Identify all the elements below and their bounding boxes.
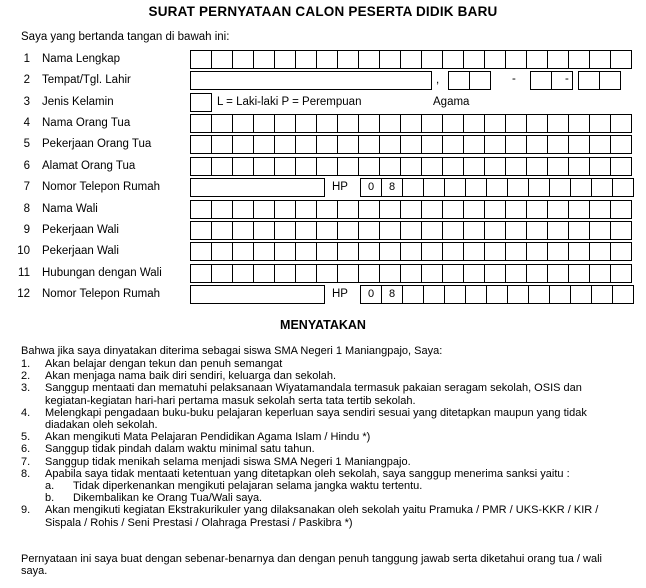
char-box[interactable] bbox=[316, 114, 338, 133]
row-number: 12 bbox=[17, 288, 30, 300]
char-box[interactable] bbox=[211, 221, 233, 240]
char-box[interactable] bbox=[421, 50, 443, 69]
char-box[interactable] bbox=[211, 242, 233, 261]
char-box[interactable] bbox=[465, 285, 487, 304]
char-box[interactable] bbox=[528, 285, 550, 304]
char-box[interactable] bbox=[610, 50, 632, 69]
char-box[interactable] bbox=[465, 178, 487, 197]
char-box[interactable] bbox=[274, 264, 296, 283]
char-box[interactable] bbox=[379, 221, 401, 240]
char-box[interactable] bbox=[551, 71, 573, 90]
char-box[interactable] bbox=[379, 242, 401, 261]
char-box[interactable] bbox=[337, 157, 359, 176]
char-box[interactable] bbox=[589, 114, 611, 133]
char-box[interactable] bbox=[547, 135, 569, 154]
char-box[interactable] bbox=[400, 114, 422, 133]
char-box[interactable] bbox=[295, 242, 317, 261]
char-box[interactable] bbox=[591, 285, 613, 304]
char-box[interactable] bbox=[421, 221, 443, 240]
char-box[interactable] bbox=[610, 157, 632, 176]
char-box[interactable] bbox=[211, 50, 233, 69]
char-box[interactable] bbox=[505, 221, 527, 240]
char-box[interactable] bbox=[274, 50, 296, 69]
char-box[interactable] bbox=[484, 50, 506, 69]
char-box[interactable]: 0 bbox=[360, 285, 382, 304]
char-boxes[interactable] bbox=[190, 264, 632, 283]
row-number: 11 bbox=[18, 267, 30, 279]
char-box[interactable] bbox=[190, 242, 212, 261]
char-box[interactable] bbox=[444, 285, 466, 304]
char-box[interactable] bbox=[295, 157, 317, 176]
char-boxes[interactable] bbox=[190, 200, 632, 219]
char-box[interactable] bbox=[316, 200, 338, 219]
row-number: 8 bbox=[23, 203, 30, 215]
date-separator: - bbox=[512, 73, 516, 85]
char-box[interactable] bbox=[423, 178, 445, 197]
char-box[interactable] bbox=[358, 135, 380, 154]
field-label: Tempat/Tgl. Lahir bbox=[42, 74, 131, 86]
char-box[interactable] bbox=[400, 135, 422, 154]
char-box[interactable] bbox=[442, 264, 464, 283]
char-box[interactable] bbox=[211, 135, 233, 154]
char-box[interactable]: 0 bbox=[360, 178, 382, 197]
char-box[interactable] bbox=[589, 264, 611, 283]
char-box[interactable] bbox=[295, 200, 317, 219]
char-box[interactable] bbox=[337, 200, 359, 219]
char-box[interactable] bbox=[211, 114, 233, 133]
char-box[interactable] bbox=[448, 71, 470, 90]
char-box[interactable] bbox=[316, 221, 338, 240]
row-number: 6 bbox=[23, 160, 30, 172]
char-box[interactable] bbox=[570, 285, 592, 304]
char-box[interactable] bbox=[274, 135, 296, 154]
char-box[interactable] bbox=[484, 157, 506, 176]
char-box[interactable] bbox=[337, 135, 359, 154]
char-box[interactable] bbox=[547, 242, 569, 261]
form-row bbox=[0, 135, 646, 155]
char-box[interactable] bbox=[421, 242, 443, 261]
char-box[interactable] bbox=[211, 264, 233, 283]
char-box[interactable] bbox=[400, 50, 422, 69]
field-label: Nama Orang Tua bbox=[42, 117, 131, 129]
char-box[interactable] bbox=[547, 50, 569, 69]
char-box[interactable] bbox=[274, 221, 296, 240]
statement-heading: MENYATAKAN bbox=[280, 318, 366, 332]
char-box[interactable] bbox=[253, 221, 275, 240]
char-box[interactable] bbox=[610, 200, 632, 219]
char-box[interactable] bbox=[274, 157, 296, 176]
char-box[interactable] bbox=[507, 178, 529, 197]
field-label: Nama Lengkap bbox=[42, 53, 120, 65]
char-box[interactable] bbox=[505, 50, 527, 69]
char-box[interactable] bbox=[316, 50, 338, 69]
list-item: 6. Sanggup tidak pindah dalam waktu minimal satu tahun. bbox=[21, 443, 315, 456]
row-number: 10 bbox=[17, 245, 30, 257]
char-box[interactable] bbox=[190, 264, 212, 283]
char-box[interactable] bbox=[612, 178, 634, 197]
char-box[interactable] bbox=[421, 200, 443, 219]
char-box[interactable] bbox=[484, 221, 506, 240]
char-box[interactable] bbox=[253, 157, 275, 176]
char-box[interactable] bbox=[505, 200, 527, 219]
char-box[interactable] bbox=[484, 135, 506, 154]
char-box[interactable] bbox=[253, 114, 275, 133]
char-box[interactable] bbox=[253, 264, 275, 283]
char-box[interactable] bbox=[295, 50, 317, 69]
list-item: 3. Sanggup mentaati dan mematuhi pelaksanaan Wiyatamandala termasuk pakaian seragam sekolah, OSIS dan kegiatan-kegiatan hari-hari pertama masuk sekolah serta tata tertib sekolah. bbox=[21, 382, 582, 407]
char-box[interactable] bbox=[591, 178, 613, 197]
closing-text: Pernyataan ini saya buat dengan sebenar-benarnya dan dengan penuh tanggung jawab serta diketahui orang tua / wali saya. bbox=[21, 553, 602, 578]
char-box[interactable] bbox=[568, 242, 590, 261]
char-box[interactable] bbox=[295, 135, 317, 154]
char-box[interactable] bbox=[211, 200, 233, 219]
char-box[interactable] bbox=[274, 200, 296, 219]
gender-box[interactable] bbox=[190, 93, 212, 112]
char-box[interactable] bbox=[400, 221, 422, 240]
char-box[interactable] bbox=[442, 200, 464, 219]
form-row bbox=[0, 264, 646, 284]
row-number: 3 bbox=[23, 96, 30, 108]
list-item: 7. Sanggup tidak menikah selama menjadi siswa SMA Negeri 1 Maniangpajo. bbox=[21, 455, 411, 468]
char-boxes[interactable] bbox=[190, 135, 632, 154]
char-box[interactable] bbox=[484, 242, 506, 261]
char-box[interactable] bbox=[295, 264, 317, 283]
char-boxes[interactable] bbox=[190, 242, 632, 261]
birth-day-boxes[interactable] bbox=[448, 71, 491, 90]
char-box[interactable] bbox=[610, 135, 632, 154]
char-box[interactable] bbox=[358, 50, 380, 69]
char-box[interactable] bbox=[526, 264, 548, 283]
char-box[interactable] bbox=[253, 135, 275, 154]
char-box[interactable] bbox=[442, 50, 464, 69]
char-box[interactable] bbox=[568, 264, 590, 283]
char-box[interactable] bbox=[358, 242, 380, 261]
field-label: Alamat Orang Tua bbox=[42, 160, 136, 172]
document-title: SURAT PERNYATAAN CALON PESERTA DIDIK BARU bbox=[148, 4, 498, 19]
char-box[interactable] bbox=[526, 114, 548, 133]
char-box[interactable] bbox=[526, 157, 548, 176]
row-number: 1 bbox=[23, 53, 30, 65]
list-item: 9. Akan mengikuti kegiatan Ekstrakurikuler yang dilaksanakan oleh sekolah yaitu Pramuka / PMR / UKS-KKR / KIR / Sispala / Rohis / Seni Prestasi / Olahraga Prestasi / Paskibra *) bbox=[21, 504, 599, 529]
char-box[interactable] bbox=[610, 242, 632, 261]
list-item: 1. Akan belajar dengan tekun dan penuh semangat bbox=[21, 358, 283, 370]
char-box[interactable] bbox=[526, 50, 548, 69]
char-box[interactable] bbox=[358, 114, 380, 133]
char-box[interactable] bbox=[232, 221, 254, 240]
field-label: Pekerjaan Wali bbox=[42, 245, 119, 257]
char-box[interactable] bbox=[337, 242, 359, 261]
char-box[interactable] bbox=[274, 114, 296, 133]
char-box[interactable] bbox=[316, 157, 338, 176]
form-row bbox=[0, 114, 646, 134]
char-box[interactable] bbox=[379, 200, 401, 219]
row-number: 9 bbox=[23, 224, 30, 236]
char-box[interactable] bbox=[190, 221, 212, 240]
char-box[interactable] bbox=[486, 178, 508, 197]
hp-label: HP bbox=[332, 181, 348, 193]
char-box[interactable] bbox=[232, 135, 254, 154]
char-box[interactable] bbox=[610, 114, 632, 133]
char-box[interactable] bbox=[589, 200, 611, 219]
char-box[interactable] bbox=[589, 157, 611, 176]
char-box[interactable] bbox=[444, 178, 466, 197]
char-box[interactable] bbox=[316, 242, 338, 261]
char-box[interactable] bbox=[190, 93, 212, 112]
field-label: Hubungan dengan Wali bbox=[42, 267, 162, 279]
char-box[interactable] bbox=[400, 200, 422, 219]
char-box[interactable] bbox=[484, 114, 506, 133]
char-box[interactable] bbox=[463, 200, 485, 219]
statement-intro: Bahwa jika saya dinyatakan diterima sebagai siswa SMA Negeri 1 Maniangpajo, Saya: bbox=[21, 345, 443, 357]
char-box[interactable] bbox=[253, 242, 275, 261]
char-box[interactable] bbox=[253, 50, 275, 69]
char-box[interactable] bbox=[337, 264, 359, 283]
char-box[interactable] bbox=[568, 135, 590, 154]
char-box[interactable] bbox=[505, 157, 527, 176]
char-box[interactable] bbox=[589, 242, 611, 261]
char-box[interactable] bbox=[589, 135, 611, 154]
char-box[interactable] bbox=[610, 221, 632, 240]
form-row bbox=[0, 50, 646, 70]
char-box[interactable] bbox=[400, 242, 422, 261]
char-box[interactable] bbox=[568, 114, 590, 133]
char-box[interactable] bbox=[190, 114, 212, 133]
char-box[interactable] bbox=[568, 221, 590, 240]
char-box[interactable] bbox=[528, 178, 550, 197]
char-boxes[interactable] bbox=[190, 157, 632, 176]
form-row bbox=[0, 93, 646, 113]
char-box[interactable] bbox=[421, 114, 443, 133]
statement-list bbox=[21, 358, 621, 529]
form-row bbox=[0, 178, 646, 198]
char-box[interactable] bbox=[505, 135, 527, 154]
char-box[interactable] bbox=[232, 200, 254, 219]
char-box[interactable] bbox=[232, 50, 254, 69]
char-box[interactable] bbox=[274, 242, 296, 261]
char-box[interactable] bbox=[463, 221, 485, 240]
char-box[interactable] bbox=[211, 157, 233, 176]
char-box[interactable] bbox=[526, 242, 548, 261]
list-item: 4. Melengkapi pengadaan buku-buku pelajaran keperluan saya sendiri sesuai yang ditetapkan maupun yang tidak diadakan oleh sekolah. bbox=[21, 406, 587, 432]
sub-list-item: b. Dikembalikan ke Orang Tua/Wali saya. bbox=[45, 492, 263, 505]
form-row bbox=[0, 285, 646, 305]
char-box[interactable] bbox=[526, 135, 548, 154]
char-box[interactable] bbox=[463, 264, 485, 283]
char-box[interactable] bbox=[442, 135, 464, 154]
char-box[interactable] bbox=[400, 264, 422, 283]
char-box[interactable] bbox=[358, 157, 380, 176]
char-box[interactable]: 8 bbox=[381, 285, 403, 304]
char-box[interactable] bbox=[316, 135, 338, 154]
hp-label: HP bbox=[332, 288, 348, 300]
intro-text: Saya yang bertanda tangan di bawah ini: bbox=[21, 31, 230, 43]
birthplace-field[interactable] bbox=[190, 71, 432, 90]
char-box[interactable] bbox=[442, 157, 464, 176]
field-label: Pekerjaan Orang Tua bbox=[42, 138, 152, 150]
char-box[interactable] bbox=[486, 285, 508, 304]
field-label: Nomor Telepon Rumah bbox=[42, 288, 161, 300]
char-box[interactable] bbox=[463, 135, 485, 154]
char-box[interactable] bbox=[232, 264, 254, 283]
char-box[interactable] bbox=[358, 200, 380, 219]
char-box[interactable] bbox=[400, 157, 422, 176]
char-box[interactable] bbox=[421, 157, 443, 176]
char-boxes[interactable] bbox=[190, 50, 632, 69]
char-box[interactable] bbox=[505, 114, 527, 133]
char-box[interactable] bbox=[442, 114, 464, 133]
date-separator: , bbox=[436, 74, 440, 86]
row-number: 4 bbox=[23, 117, 30, 129]
row-number: 5 bbox=[23, 138, 30, 150]
char-box[interactable] bbox=[190, 157, 212, 176]
char-box[interactable] bbox=[463, 242, 485, 261]
char-box[interactable] bbox=[568, 157, 590, 176]
char-box[interactable] bbox=[526, 221, 548, 240]
char-box[interactable] bbox=[232, 242, 254, 261]
char-box[interactable] bbox=[547, 221, 569, 240]
char-box[interactable] bbox=[316, 264, 338, 283]
char-box[interactable] bbox=[379, 264, 401, 283]
form-row bbox=[0, 242, 646, 262]
sub-list-item: a. Tidak diperkenankan mengikuti pelajaran selama jangka waktu tertentu. bbox=[45, 480, 423, 493]
char-box[interactable] bbox=[295, 221, 317, 240]
char-box[interactable] bbox=[421, 264, 443, 283]
birth-year-boxes[interactable] bbox=[578, 71, 621, 90]
char-box[interactable] bbox=[547, 157, 569, 176]
char-box[interactable] bbox=[337, 114, 359, 133]
home-phone-field[interactable] bbox=[190, 285, 325, 304]
char-box[interactable] bbox=[190, 200, 212, 219]
char-box[interactable] bbox=[253, 200, 275, 219]
char-box[interactable] bbox=[549, 285, 571, 304]
char-box[interactable] bbox=[295, 114, 317, 133]
char-box[interactable] bbox=[469, 71, 491, 90]
char-box[interactable] bbox=[463, 157, 485, 176]
char-box[interactable] bbox=[421, 135, 443, 154]
char-box[interactable] bbox=[379, 114, 401, 133]
char-box[interactable] bbox=[463, 50, 485, 69]
form-row bbox=[0, 157, 646, 177]
list-item: 2. Akan menjaga nama baik diri sendiri, keluarga dan sekolah. bbox=[21, 370, 337, 383]
char-box[interactable] bbox=[232, 157, 254, 176]
mobile-number-boxes[interactable] bbox=[360, 285, 634, 304]
char-box[interactable] bbox=[379, 135, 401, 154]
mobile-number-boxes[interactable] bbox=[360, 178, 634, 197]
char-box[interactable] bbox=[484, 264, 506, 283]
row-number: 2 bbox=[23, 74, 30, 86]
char-box[interactable] bbox=[484, 200, 506, 219]
char-box[interactable] bbox=[423, 285, 445, 304]
char-box[interactable] bbox=[379, 50, 401, 69]
char-box[interactable] bbox=[337, 221, 359, 240]
char-box[interactable] bbox=[507, 285, 529, 304]
char-box[interactable] bbox=[599, 71, 621, 90]
char-boxes[interactable] bbox=[190, 221, 632, 240]
char-box[interactable] bbox=[589, 50, 611, 69]
char-box[interactable] bbox=[530, 71, 552, 90]
field-label: Nomor Telepon Rumah bbox=[42, 181, 161, 193]
char-box[interactable] bbox=[549, 178, 571, 197]
char-box[interactable] bbox=[402, 178, 424, 197]
gender-legend: L = Laki-laki P = Perempuan bbox=[217, 96, 362, 108]
char-boxes[interactable] bbox=[190, 114, 632, 133]
char-box[interactable] bbox=[337, 50, 359, 69]
char-box[interactable] bbox=[442, 221, 464, 240]
char-box[interactable] bbox=[547, 114, 569, 133]
char-box[interactable] bbox=[505, 242, 527, 261]
form-row bbox=[0, 221, 646, 241]
religion-label: Agama bbox=[433, 96, 470, 108]
char-box[interactable] bbox=[358, 221, 380, 240]
char-box[interactable] bbox=[379, 157, 401, 176]
char-box[interactable] bbox=[570, 178, 592, 197]
date-separator: - bbox=[565, 73, 569, 85]
char-box[interactable] bbox=[568, 50, 590, 69]
char-box[interactable] bbox=[505, 264, 527, 283]
form-row bbox=[0, 71, 646, 91]
row-number: 7 bbox=[23, 181, 30, 193]
char-box[interactable] bbox=[547, 264, 569, 283]
list-item: 8. Apabila saya tidak mentaati ketentuan yang ditetapkan oleh sekolah, saya sanggup menerima sanksi yaitu : bbox=[21, 467, 570, 480]
char-box[interactable]: 8 bbox=[381, 178, 403, 197]
char-box[interactable] bbox=[578, 71, 600, 90]
char-box[interactable] bbox=[402, 285, 424, 304]
char-box[interactable] bbox=[526, 200, 548, 219]
char-box[interactable] bbox=[610, 264, 632, 283]
char-box[interactable] bbox=[589, 221, 611, 240]
char-box[interactable] bbox=[612, 285, 634, 304]
char-box[interactable] bbox=[232, 114, 254, 133]
form-row bbox=[0, 200, 646, 220]
list-item: 5. Akan mengikuti Mata Pelajaran Pendidikan Agama Islam / Hindu *) bbox=[21, 431, 371, 444]
char-box[interactable] bbox=[190, 135, 212, 154]
char-box[interactable] bbox=[442, 242, 464, 261]
field-label: Nama Wali bbox=[42, 203, 98, 215]
char-box[interactable] bbox=[463, 114, 485, 133]
char-box[interactable] bbox=[358, 264, 380, 283]
char-box[interactable] bbox=[190, 50, 212, 69]
char-box[interactable] bbox=[547, 200, 569, 219]
field-label: Pekerjaan Wali bbox=[42, 224, 119, 236]
field-label: Jenis Kelamin bbox=[42, 96, 114, 108]
home-phone-field[interactable] bbox=[190, 178, 325, 197]
char-box[interactable] bbox=[568, 200, 590, 219]
